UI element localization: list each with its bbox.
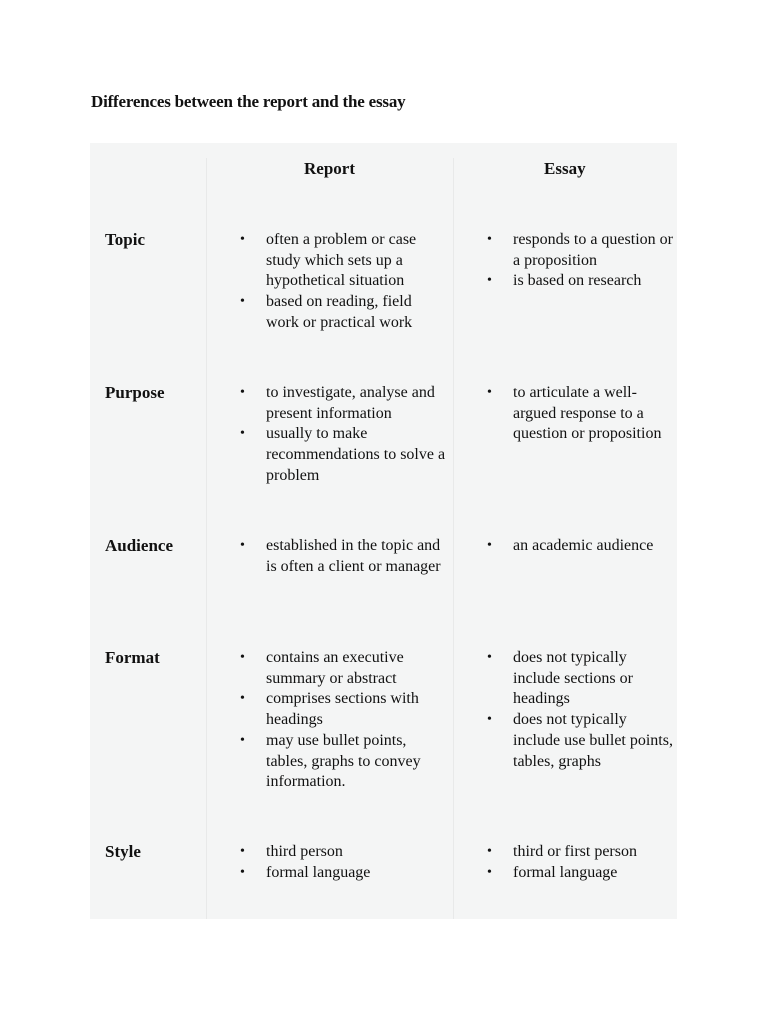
bullet-item: • formal language	[238, 863, 448, 884]
bullet-item: • does not typically include sections or headings	[485, 648, 675, 710]
row-label: Purpose	[105, 383, 165, 402]
column-header-report: Report	[304, 159, 355, 178]
essay-cell	[485, 230, 675, 292]
bullet-item: • based on reading, field work or practical work	[238, 292, 448, 333]
bullet-item: • usually to make recommendations to solve a problem	[238, 424, 448, 486]
bullet-item: • an academic audience	[485, 536, 675, 557]
bullet-item: • third person	[238, 842, 448, 863]
bullet-item: • contains an executive summary or abstract	[238, 648, 448, 689]
report-cell	[238, 842, 448, 883]
bullet-item: • responds to a question or a proposition	[485, 230, 675, 271]
comparison-table	[90, 143, 677, 919]
bullet-item: • to investigate, analyse and present information	[238, 383, 448, 424]
column-divider	[206, 158, 207, 919]
report-cell	[238, 383, 448, 487]
report-cell	[238, 230, 448, 334]
essay-cell	[485, 383, 675, 445]
page-title: Differences between the report and the essay	[91, 92, 406, 111]
bullet-item: • to articulate a well-argued response to a question or proposition	[485, 383, 675, 445]
report-cell	[238, 536, 448, 577]
row-label: Audience	[105, 536, 173, 555]
bullet-item: • comprises sections with headings	[238, 689, 448, 730]
essay-cell	[485, 536, 675, 557]
row-label: Format	[105, 648, 160, 667]
bullet-item: • formal language	[485, 863, 675, 884]
row-label: Topic	[105, 230, 146, 249]
bullet-item: • may use bullet points, tables, graphs to convey information.	[238, 731, 448, 793]
row-label: Style	[105, 842, 141, 861]
bullet-item: • established in the topic and is often a client or manager	[238, 536, 448, 577]
bullet-item: • is based on research	[485, 271, 675, 292]
essay-cell	[485, 648, 675, 772]
bullet-item: • does not typically include use bullet points, tables, graphs	[485, 710, 675, 772]
column-divider	[453, 158, 454, 919]
column-header-essay: Essay	[544, 159, 586, 178]
report-cell	[238, 648, 448, 793]
essay-cell	[485, 842, 675, 883]
bullet-item: • third or first person	[485, 842, 675, 863]
bullet-item: • often a problem or case study which sets up a hypothetical situation	[238, 230, 448, 292]
